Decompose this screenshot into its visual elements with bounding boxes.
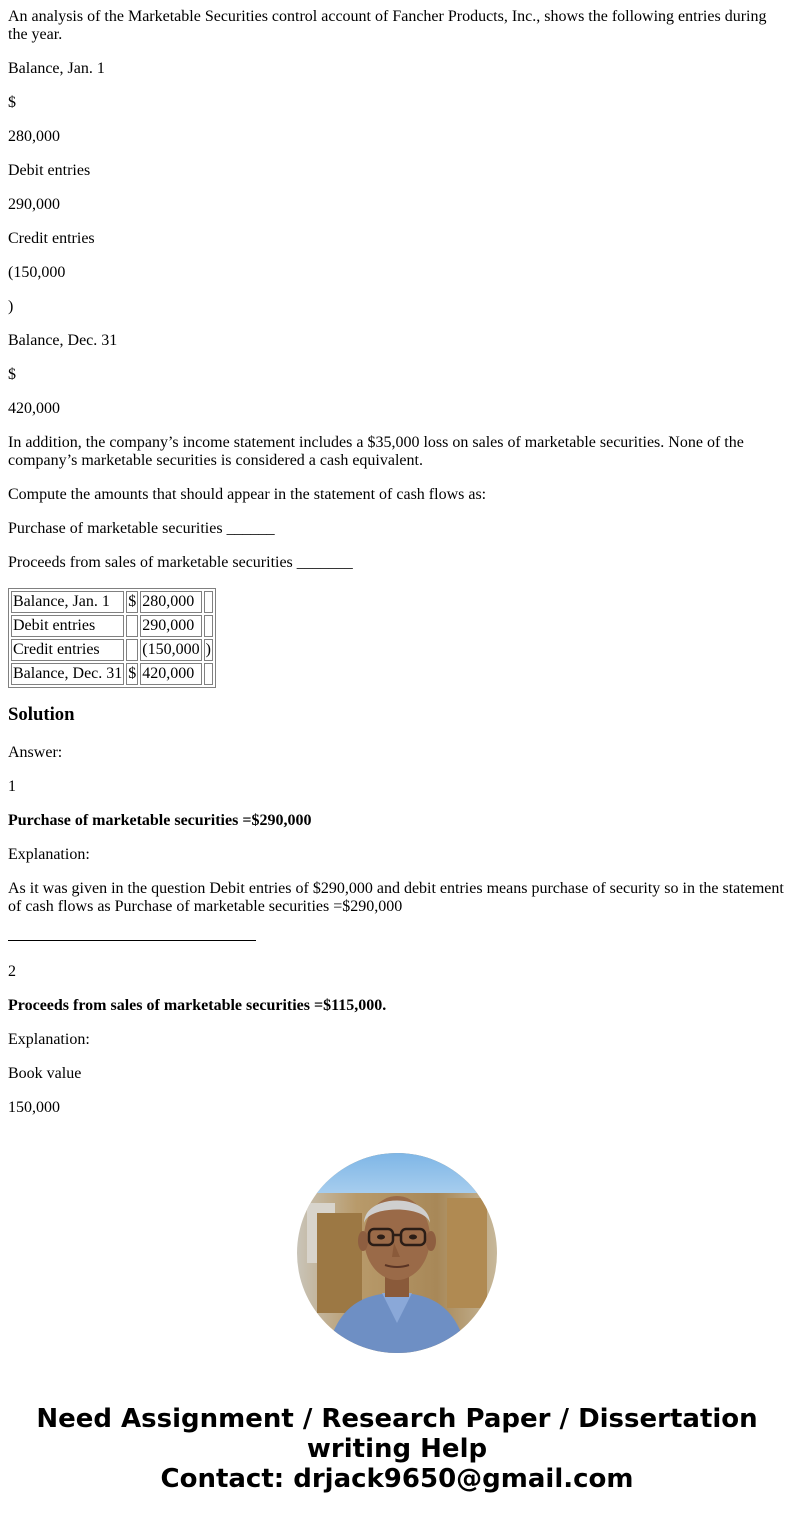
question-intro: An analysis of the Marketable Securities control account of Fancher Products, Inc., shows the following entries during the year. — [8, 8, 767, 43]
promo-line: Need Assignment / Research Paper / Dissertation — [36, 1404, 758, 1434]
ledger-table — [8, 588, 216, 688]
question-compute: Compute the amounts that should appear in the statement of cash flows as: — [8, 486, 487, 503]
table-row — [11, 663, 213, 685]
question-line: Balance, Dec. 31 — [8, 332, 118, 349]
row-label: Credit entries — [11, 639, 124, 661]
row-close — [204, 615, 213, 637]
part1-number: 1 — [8, 778, 16, 795]
book-value: 150,000 — [8, 1099, 60, 1116]
promo-banner — [0, 1404, 794, 1494]
row-sign — [126, 639, 138, 661]
row-label: Balance, Jan. 1 — [11, 591, 124, 613]
answer-label: Answer: — [8, 744, 63, 761]
question-line: Debit entries — [8, 162, 91, 179]
part2-number: 2 — [8, 963, 16, 980]
row-sign: $ — [126, 591, 138, 613]
question-line: ) — [8, 298, 14, 315]
row-close — [204, 663, 213, 685]
promo-line: writing Help — [306, 1434, 488, 1464]
book-value-label: Book value — [8, 1065, 82, 1082]
part1-explanation-label: Explanation: — [8, 846, 90, 863]
row-sign: $ — [126, 663, 138, 685]
row-close: ) — [204, 639, 213, 661]
row-amount: 290,000 — [140, 615, 201, 637]
part2-result — [8, 997, 786, 1015]
question-line: $ — [8, 366, 16, 383]
table-row — [11, 591, 213, 613]
row-amount: 280,000 — [140, 591, 201, 613]
question-line: 280,000 — [8, 128, 60, 145]
question-line: (150,000 — [8, 264, 66, 281]
part2-result-text: Proceeds from sales of marketable securities =$115,000. — [8, 997, 387, 1014]
question-line: 420,000 — [8, 400, 60, 417]
promo-contact: Contact: drjack9650@gmail.com — [160, 1464, 634, 1494]
purchase-prompt: Purchase of marketable securities ______ — [8, 520, 275, 537]
part1-result-text: Purchase of marketable securities =$290,000 — [8, 812, 312, 829]
row-amount: 420,000 — [140, 663, 201, 685]
row-label: Balance, Dec. 31 — [11, 663, 124, 685]
table-row — [11, 615, 213, 637]
row-sign — [126, 615, 138, 637]
proceeds-prompt: Proceeds from sales of marketable securities _______ — [8, 554, 353, 571]
question-line: Balance, Jan. 1 — [8, 60, 105, 77]
divider-line — [8, 932, 256, 941]
part1-result — [8, 812, 786, 830]
tutor-avatar — [297, 1153, 497, 1353]
question-addition: In addition, the company’s income statement includes a $35,000 loss on sales of marketable securities. None of the company’s marketable securities is considered a cash equivalent. — [8, 434, 744, 469]
tutor-photo-icon — [297, 1153, 497, 1353]
row-amount: (150,000 — [140, 639, 201, 661]
row-close — [204, 591, 213, 613]
document-content — [8, 8, 786, 1133]
table-row — [11, 639, 213, 661]
question-line: 290,000 — [8, 196, 60, 213]
question-line: $ — [8, 94, 16, 111]
part1-explanation: As it was given in the question Debit entries of $290,000 and debit entries means purchase of security so in the statement of cash flows as Purchase of marketable securities =$290,000 — [8, 880, 784, 915]
solution-heading: Solution — [8, 704, 75, 725]
row-label: Debit entries — [11, 615, 124, 637]
question-line: Credit entries — [8, 230, 95, 247]
part2-explanation-label: Explanation: — [8, 1031, 90, 1048]
